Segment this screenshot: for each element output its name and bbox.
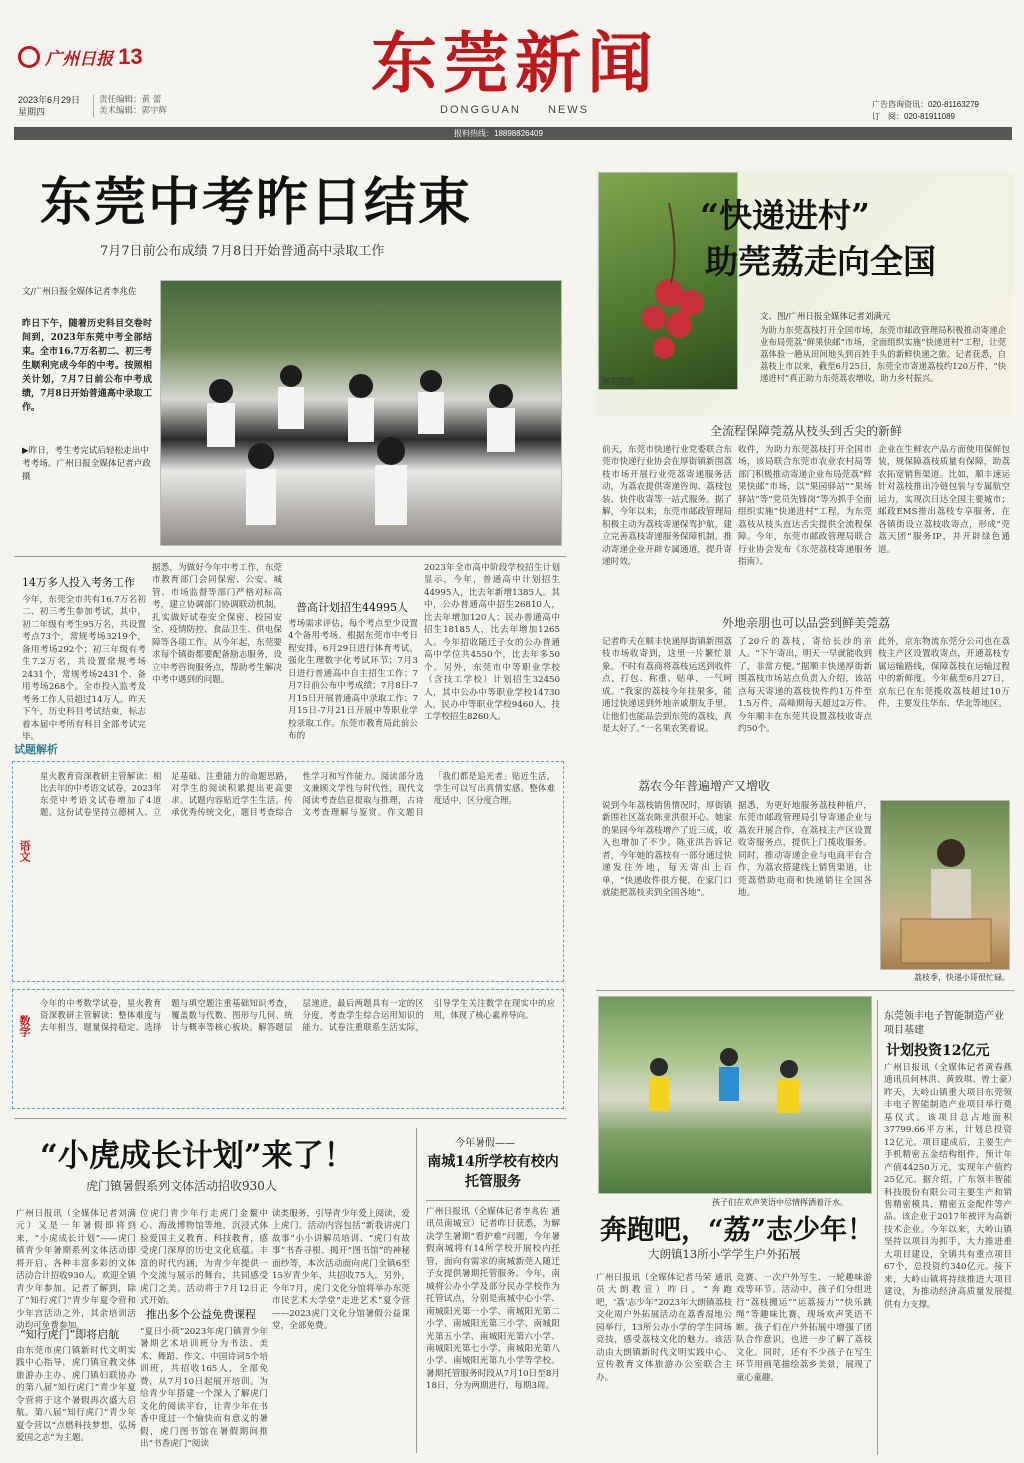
express-col2: 收件，为助力东莞荔枝打开全国市场，该局联合东莞市农业农村局等部门积极推动寄递企业布局莞荔“鲜果快邮”市场，以“果园驿站”“果场驿站”等“党员先锋岗”等为抓手全面组织实施“快递进村”工程，为东莞荔枝从枝头直达舌尖提供全流程保障。今年，东莞市邮政管理局联合行业协会发布《东莞荔枝寄递服务指南》。: [738, 445, 872, 568]
weekday: 星期四: [18, 106, 46, 117]
chinese-text: 星火教育资深教研主管解读：相比去年的中考语文试卷，2023年东莞中考语文试卷增加了4道题。这份试卷坚持立德树人、立足基础、注重能力的命题思路，对学生的阅读积累提出更高要求。试题内容贴近学生生活，传承优秀传统文化，题目考查综合性学习和写作能力。阅读部分选文兼顾文学性与时代性，现代文阅读考查信息提取与推理，古诗文考查理解与鉴赏。作文题目「我们都是追光者」贴近生活，学生可以写出真情实感。整体难度适中，区分度合理。: [40, 771, 555, 818]
express-col7: 说到今年荔枝销售情况时，厚街镇新围社区荔农陈亚洪很开心。她家的果园今年荔枝增产了近三成，收入也增加了不少。陈亚洪告诉记者，今年她的荔枝有一部分通过快递发往外地，每天寄出上百单，“快递收件很方便，在家门口就能把荔枝卖到全国各地”。: [602, 801, 732, 899]
express-title1: “快递进村”: [700, 196, 870, 235]
express-byline: 文、图/广州日报全媒体记者刘满元: [760, 312, 891, 322]
express-h3: 荔农今年普遍增产又增收: [638, 779, 771, 793]
nancheng-kicker: 今年暑假——: [455, 1138, 515, 1149]
express-col6: 此外，京东物流东莞分公司也在荔枝主产区设置收寄点，开通荔枝专属运输路线，保障荔枝在运输过程中的新鲜度。今年截至6月27日，京东已在东莞揽收荔枝超过10万件，主要发往华东、华北等地区。: [878, 637, 1010, 710]
run-photo-caption: 孩子们在欢声笑语中尽情挥洒着汗水。: [712, 1198, 848, 1207]
nancheng-title: 南城14所学校有校内托管服务: [427, 1154, 559, 1190]
tiger-subtitle: 虎门镇暑假系列文体活动招收930人: [86, 1179, 277, 1193]
express-col1: 前天，东莞市快递行业党委联合东莞市快递行业协会在厚街镇新围荔枝市场开展行业莞荔寄递服务活动，为荔农提供寄递咨询、荔枝包装、快件收寄等一站式服务。据了解，今年以来，东莞市邮政管理局积极主动为荔枝寄递保驾护航，建立完善荔枝寄递服务保障机制，推动寄递企业开辟专属通道，提升寄递时效。: [602, 445, 732, 568]
tiger-col4: 读类服务，引导青少年爱上阅读，爱上虎门。活动内容包括“新我讲虎门故事”小小讲解员培训、“虎门有故事”书香寻根、揭开“图书馆”的神秘面纱等，本次活动面向虎门全镇6至15岁青少年，共招收75人。另外，今年7月，虎门文化分馆将举办东莞市民艺术大学堂“走进艺术”夏令营——2023虎门文化分馆暑假公益课堂，全部免费。: [272, 1209, 410, 1332]
page-number: 13: [118, 44, 143, 69]
math-tag: 数学: [18, 1015, 31, 1037]
sub-phone: 订 阅：020-81911089: [872, 112, 956, 121]
pinyin-right: NEWS: [548, 104, 589, 116]
students-illustration: [161, 281, 563, 547]
tiger-col3: “夏日小荷”2023年虎门镇青少年暑期艺术培训班分为书法、美术、舞蹈、作文、中国诗词5个培训班，共招收165人，全部免费，从7月10日起展开培训。为给青少年搭建一个深入了解虎门文化的阅读平台，让青少年在书香中度过一个愉快而有意义的暑假，虎门图书馆在暑假期间推出“书香虎门”阅读: [140, 1327, 268, 1450]
run-subtitle: 大朗镇13所小学学生户外拓展: [648, 1247, 801, 1261]
express-title2: 助莞荔走向全国: [705, 242, 936, 281]
lead-caption: ▶昨日，考生考完试后轻松走出中考考场。广州日报全媒体记者卢政摄: [22, 446, 151, 482]
chinese-tag: 语文: [18, 840, 31, 862]
lead-col2: 据悉，为做好今年中考工作，东莞市教育部门会同保密、公安、城管、市场监督等部门严格对标高考，建立协调部门协调联动机制，扎实做好试卷安全保密、校园安全、疫情防控、食品卫生、供电保障等各项工作。从今年起，东莞要求每个镇街都要配备励志服务，设立中考咨询服务点，帮助考生解决中考中遇到的问题。: [152, 563, 282, 686]
paper-name: 广州日报: [45, 49, 114, 70]
express-col4: 记者昨天在顺丰快递厚街镇新围荔枝市场收寄到，这里一片繁忙景象。不时有荔商将荔枝运送到收件点，打包、称重、贴单，一气呵成。“我家的荔枝今年挂果多，能通过快递送到外地亲戚朋友手里，让他们也能品尝到东莞的荔枝，真是太好了。”一名果农笑着说。: [602, 637, 732, 735]
lead-h2: 普高计划招生44995人: [296, 601, 408, 614]
date: 2023年6月29日: [18, 95, 81, 105]
express-col5: 了20斤的荔枝，寄给长沙的亲人。“下午寄出，明天一早就能收到了，非常方便。”据顺丰快递厚街新围荔枝市场站点负责人介绍，该站点每天寄递的荔枝快件约1万件至1.5万件，高峰期每天超过2万件。今年顺丰在东莞共设置荔枝收寄点约50个。: [738, 637, 872, 735]
lychee-caption: 鲜美荔荔: [602, 377, 634, 386]
pinyin-left: DONGGUAN: [440, 104, 521, 116]
tiger-h2: 推出多个公益免费课程: [146, 1308, 256, 1321]
tiger-text: 广州日报讯（全媒体记者刘满元）又是一年暑假即将到来，“小虎成长计划”——虎门镇青少年暑期系列文体活动即将开启，各种丰富多彩的文体活动合计招收930人，欢迎全镇青少年参加。记者了解到，除了“知行虎门”青少年夏令营和少年宫活动之外，其余培训活动均可免费参加。: [16, 1209, 136, 1332]
nancheng-text: 广州日报讯（全媒体记者李兆佐 通讯员南城宣）记者昨日获悉，为解决学生暑期“看护难”问题，今年暑假南城将有14所学校开展校内托管，面向有需求的南城新莞人随迁子女提供暑期托管服务。今年，南城将公办小学及部分民办学校作为托管试点，分别是南城中心小学、南城阳光第一小学、南城阳光第二小学、南城阳光第三小学、南城阳光第五小学、南城阳光第六小学、南城阳光第七小学、南城阳光第八小学、南城阳光第九小学等学校。暑期托管服务时段从7月10日至8月18日，分为两期进行，每期3周。: [426, 1207, 560, 1392]
editors: 责任编辑：黄 蕾 美术编辑：郭宇辉: [93, 95, 167, 117]
express-h2: 外地亲朋也可以品尝到鲜美莞荔: [721, 616, 890, 630]
masthead-title: 东莞新闻: [371, 24, 659, 102]
logo-icon: [18, 46, 40, 68]
run-title: 奔跑吧，“荔”志少年！: [600, 1215, 875, 1246]
express-col3: 企业在生鲜农产品方面使用保鲜包装，规保障荔枝质量有保障，助荔农拓宽销售渠道。比如，顺丰速运针对荔枝推出冷链包装与专属航空运力，实现次日达全国主要城市；邮政EMS推出荔枝专享服务，在各镇街设立荔枝收寄点，形成“莞荔天团”服务IP，并开辟绿色通道。: [878, 445, 1010, 555]
express-col8: 据悉，为更好地服务荔枝种植户，东莞市邮政管理局引导寄递企业与荔农开展合作，在荔枝主产区设置收寄服务点，提供上门揽收服务。同时，推动寄递企业与电商平台合作，为荔农搭建线上销售渠道，让莞荔借助电商和快递销往全国各地。: [738, 801, 872, 899]
hotline-bar: [14, 127, 1012, 140]
courier-photo: [880, 800, 1010, 970]
invest-text: 广州日报讯（全媒体记者黄春燕 通讯员何林洪、黄致琪、曾士豪）昨天，大岭山镇重大项目东莞领丰电子智能制造产业项目举行奠基仪式。该项目总占地面积37799.66平方米，计划总投资12亿元。项目建成后，主要生产手机精密五金结构组件，预计年产值44250万元，实现年产值约25亿元。据介绍，广东领丰智能科技股份有限公司主要生产和销售精密模具、精密五金配件等产品。该企业于2017年被评为高新技术企业。今年以来，大岭山镇坚持以项目为抓手，大力推进重大项目建设，全镇共有重点项目67个，总投资约340亿元。接下来，大岭山镇将持续推进大项目建设，为推动经济高质量发展提供有力支撑。: [884, 1063, 1012, 1310]
courier-caption: 荔枝季，快递小哥很忙碌。: [914, 973, 1010, 982]
lead-title: 东莞中考昨日结束: [40, 172, 473, 233]
exam-heading: 试题解析: [14, 743, 58, 756]
express-h1: 全流程保障莞荔从枝头到舌尖的新鲜: [709, 424, 902, 438]
run-photo: [598, 996, 872, 1194]
issue-date: [18, 95, 80, 118]
lead-col1: 今年，东莞全市共有16.7万名初二、初三考生参加考试，其中，初二年级有考生95万名，共设置考点73个，常规考场3219个，备用考场292个；初三年级有考生7.2万名，共设置常规考场2431个，常规考场2431个、备用考场268个。全市投入监考及考务工作人员超过14万人。昨天下午，历史科目考试结束，标志着本届中考所有科目全部考试完毕。: [22, 595, 146, 742]
invest-kicker: 东莞领丰电子智能制造产业项目基建: [884, 1011, 1004, 1036]
paper-logo: [18, 44, 168, 76]
lead-subtitle: 7月7日前公布成绩 7月8日开始普通高中录取工作: [100, 244, 385, 259]
lead-intro: 昨日下午，随着历史科目交卷时间到，2023年东莞中考全部结束。全市16.7万名初二、初三考生顺利完成今年的中考。按照相关计划，7月7日前公布中考成绩，7月8日开始普通高中录取工作。: [22, 319, 152, 413]
courier-illustration: [881, 801, 1011, 971]
tiger-h1: “知行虎门”即将启航: [20, 1328, 120, 1341]
runners-illustration: [599, 997, 873, 1195]
math-text: 今年的中考数学试卷，星火教育资深教研主管解读：整体难度与去年相当，题量保持稳定。选择题与填空题注重基础知识考查，覆盖数与代数、图形与几何、统计与概率等核心板块。解答题层层递进，最后两题具有一定的区分度，考查学生综合运用知识的能力。试卷注重联系生活实际，引导学生关注数学在现实中的应用，体现了核心素养导向。: [40, 998, 555, 1033]
tiger-title: “小虎成长计划”来了！: [40, 1138, 355, 1174]
run-text: 广州日报讯（全媒体记者马荣 通讯员大朗教宣）昨日，“奔跑吧，‘荔’志少年”2023年大朗镇荔枝文化周户外拓展活动在荔香湿地公园举行，13所公办小学的学生同场竞技，感受荔枝文化的魅力。该活动由大朗镇新时代文明实践中心、宣传教育文体旅游办公室联合主办。: [596, 1273, 732, 1383]
lead-h1: 14万多人投入考务工作: [22, 576, 135, 589]
lead-col3: 考场需求评估，每个考点至少设置4个备用考场。根据东莞市中考日程安排，6月29日进行体育考试、强化生理数字化考试环节；7月3日进行普通高中自主招生工作；7月7日前公布中考成绩；7月8日-7月15日开展普通高中录取工作；7月15日-7月21日开展中等职业学校录取工作。东莞市教育局此前公布的: [288, 619, 418, 742]
lead-col4: 2023年全市高中阶段学校招生计划显示，今年，普通高中计划招生44995人，比去年新增1385人。其中，公办普通高中招生26810人，比去年增加120人；民办普通高中招生18185人，比去年增加1265人。今年招收随迁子女的公办普通高中学位共4550个，比去年多50个。另外，东莞市中等职业学校（含技工学校）计划招生32450人，其中公办中等职业学校14730人，民办中等职业学校9460人，技工学校招生8260人。: [424, 563, 560, 723]
tiger-text2: 由东莞市虎门镇新时代文明实践中心指导，虎门镇宣教文体旅游办主办、虎门镇妇联协办的第八届“知行虎门”青少年夏令营将于这个暑假再次盛大启航。第八届“知行虎门”青少年夏令营以“点燃科技梦想，弘扬爱国之志”为主题。: [16, 1346, 136, 1444]
tiger-col2: 位虎门青少年行走虎门金鳌中心、海战博物馆等地，沉浸式体验爱国主义教育、科技教育，感受虎门深厚的历史文化底蕴。丰富的时代内涵，为青少年提供一个交流与展示的舞台，共同感受虎门之美。活动将于7月12日正式开始。: [140, 1209, 268, 1307]
lead-byline: 文/广州日报全媒体记者李兆佐: [22, 287, 137, 297]
exam-photo: [160, 280, 562, 546]
invest-title: 计划投资12亿元: [886, 1043, 990, 1059]
express-intro: 为助力东莞荔枝打开全国市场，东莞市邮政管理局积极推动寄递企业布局莞荔“鲜果快邮”市场，全面组织实施“快递进村”工程，让莞荔体验一趟从田间地头到百姓手头的新鲜快递之旅。记者获悉，自荔枝上市以来，截至6月25日，东莞全市寄递荔枝约120万件，“快递进村”真正助力东莞荔农增收，助力乡村振兴。: [760, 325, 1006, 384]
hotline: 报料热线：18898826409: [454, 129, 543, 138]
ad-phone: 广告咨询资讯：020-81163279: [872, 100, 980, 109]
run-col2: 竞赛、一次户外写生、一轮趣味游戏等环节。活动中，孩子们分组进行“荔枝搬运”“运荔接力”“快乐跳绳”等趣味比赛，现场欢声笑语不断。孩子们在户外拓展中增强了团队合作意识，也进一步了解了荔枝文化。同时，还有不少孩子在写生环节用画笔描绘荔乡美景，展现了童心童趣。: [736, 1273, 872, 1383]
